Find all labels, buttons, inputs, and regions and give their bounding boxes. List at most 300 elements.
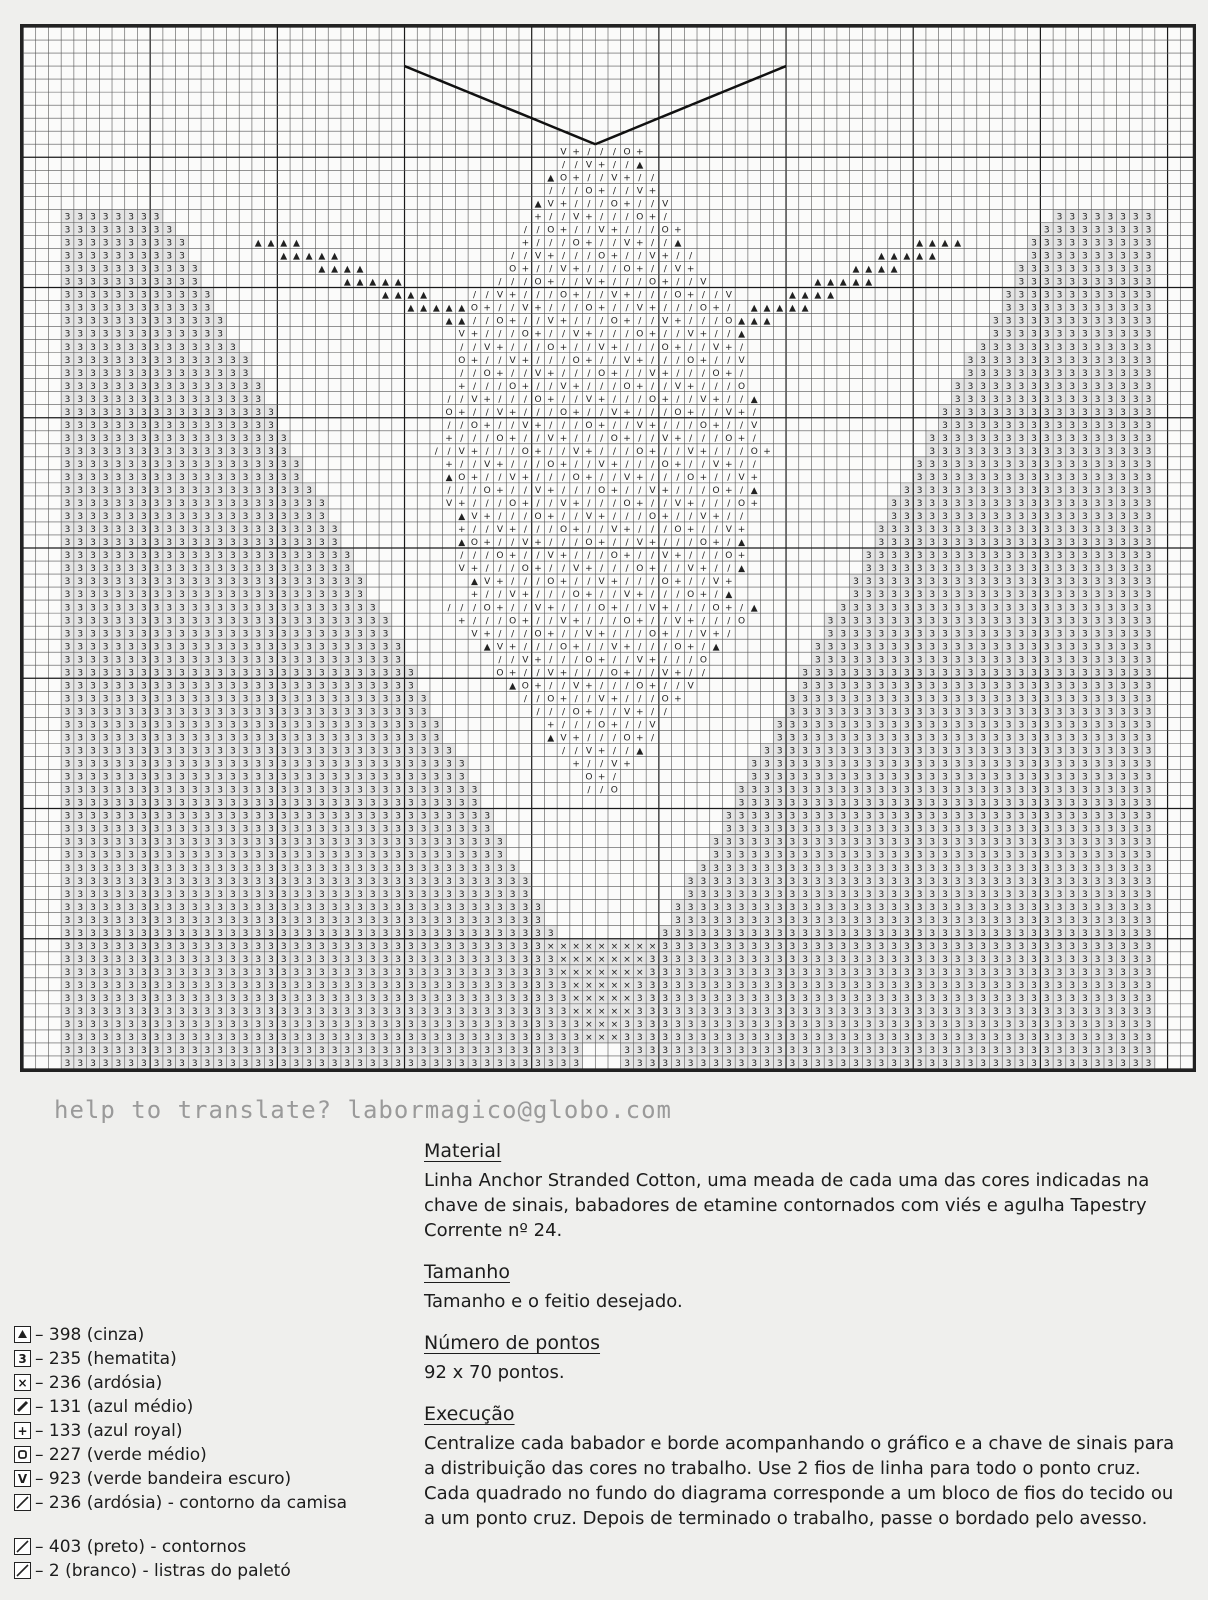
svg-text:V: V <box>573 330 580 340</box>
svg-text:3: 3 <box>1107 473 1113 483</box>
svg-text:3: 3 <box>255 734 261 744</box>
svg-text:3: 3 <box>1133 707 1139 717</box>
legend-item-label: – 2 (branco) - listras do paletó <box>35 1560 291 1582</box>
svg-text:3: 3 <box>472 799 478 809</box>
svg-text:/: / <box>613 590 617 600</box>
svg-text:3: 3 <box>1107 655 1113 665</box>
svg-text:3: 3 <box>154 473 160 483</box>
symbol-legend <box>14 1324 404 1584</box>
svg-text:3: 3 <box>116 226 122 236</box>
svg-text:3: 3 <box>1095 278 1101 288</box>
svg-text:3: 3 <box>77 773 83 783</box>
svg-text:3: 3 <box>1095 616 1101 626</box>
svg-text:/: / <box>689 252 693 262</box>
svg-text:3: 3 <box>116 239 122 249</box>
svg-text:3: 3 <box>1133 538 1139 548</box>
svg-text:3: 3 <box>255 551 261 561</box>
svg-text:3: 3 <box>154 499 160 509</box>
svg-text:3: 3 <box>344 812 350 822</box>
svg-text:3: 3 <box>166 512 172 522</box>
svg-text:3: 3 <box>65 747 71 757</box>
svg-text:/: / <box>702 408 706 418</box>
svg-text:/: / <box>600 199 604 209</box>
svg-text:3: 3 <box>1031 421 1037 431</box>
svg-text:/: / <box>689 460 693 470</box>
svg-text:3: 3 <box>840 734 846 744</box>
svg-text:3: 3 <box>1006 655 1012 665</box>
svg-text:3: 3 <box>179 538 185 548</box>
svg-text:3: 3 <box>929 694 935 704</box>
gray-symbol-icon <box>14 1326 31 1343</box>
svg-text:+: + <box>496 460 504 470</box>
svg-text:3: 3 <box>1120 720 1126 730</box>
svg-text:/: / <box>587 668 591 678</box>
svg-text:/: / <box>587 252 591 262</box>
svg-text:/: / <box>638 226 642 236</box>
svg-text:3: 3 <box>942 577 948 587</box>
svg-text:3: 3 <box>281 642 287 652</box>
svg-text:3: 3 <box>1082 616 1088 626</box>
svg-text:+: + <box>636 265 644 275</box>
svg-text:V: V <box>446 499 453 509</box>
svg-text:3: 3 <box>141 642 147 652</box>
svg-text:3: 3 <box>777 734 783 744</box>
svg-text:3: 3 <box>1044 408 1050 418</box>
svg-text:3: 3 <box>166 681 172 691</box>
svg-text:3: 3 <box>344 668 350 678</box>
svg-text:/: / <box>587 173 591 183</box>
svg-text:3: 3 <box>1146 356 1152 366</box>
svg-text:3: 3 <box>395 642 401 652</box>
svg-text:3: 3 <box>1133 382 1139 392</box>
svg-text:+: + <box>534 681 542 691</box>
svg-text:3: 3 <box>179 707 185 717</box>
svg-text:3: 3 <box>1031 642 1037 652</box>
svg-text:3: 3 <box>802 773 808 783</box>
svg-text:3: 3 <box>77 655 83 665</box>
svg-text:/: / <box>587 460 591 470</box>
svg-text:3: 3 <box>1031 239 1037 249</box>
svg-text:/: / <box>575 304 579 314</box>
svg-text:3: 3 <box>993 343 999 353</box>
svg-text:3: 3 <box>344 577 350 587</box>
svg-text:3: 3 <box>942 720 948 730</box>
svg-text:3: 3 <box>955 460 961 470</box>
svg-text:3: 3 <box>993 760 999 770</box>
svg-text:3: 3 <box>1107 616 1113 626</box>
svg-text:O: O <box>662 460 669 470</box>
svg-text:/: / <box>498 473 502 483</box>
svg-text:+: + <box>585 239 593 249</box>
svg-text:3: 3 <box>230 681 236 691</box>
svg-text:3: 3 <box>1146 799 1152 809</box>
svg-text:3: 3 <box>90 668 96 678</box>
svg-text:3: 3 <box>166 525 172 535</box>
svg-text:/: / <box>613 616 617 626</box>
svg-text:O: O <box>598 720 605 730</box>
svg-text:3: 3 <box>1082 226 1088 236</box>
svg-text:3: 3 <box>370 773 376 783</box>
svg-text:3: 3 <box>116 694 122 704</box>
svg-text:3: 3 <box>1107 369 1113 379</box>
svg-text:3: 3 <box>332 551 338 561</box>
svg-text:/: / <box>486 564 490 574</box>
svg-text:3: 3 <box>1133 486 1139 496</box>
svg-text:V: V <box>471 512 478 522</box>
svg-text:3: 3 <box>1107 395 1113 405</box>
svg-text:3: 3 <box>1031 707 1037 717</box>
svg-text:O: O <box>522 330 529 340</box>
svg-text:3: 3 <box>815 655 821 665</box>
svg-text:3: 3 <box>1133 460 1139 470</box>
svg-text:3: 3 <box>980 773 986 783</box>
svg-text:3: 3 <box>141 239 147 249</box>
svg-text:3: 3 <box>1133 317 1139 327</box>
svg-text:+: + <box>636 734 644 744</box>
svg-text:3: 3 <box>1018 265 1024 275</box>
legend-item-label: – 133 (azul royal) <box>35 1420 182 1442</box>
svg-text:3: 3 <box>1146 473 1152 483</box>
svg-text:3: 3 <box>192 734 198 744</box>
svg-text:3: 3 <box>77 681 83 691</box>
svg-text:3: 3 <box>268 512 274 522</box>
svg-text:3: 3 <box>917 577 923 587</box>
svg-text:3: 3 <box>281 603 287 613</box>
svg-text:3: 3 <box>77 434 83 444</box>
svg-text:▲: ▲ <box>878 252 885 262</box>
svg-text:V: V <box>624 590 631 600</box>
svg-text:+: + <box>649 655 657 665</box>
svg-text:/: / <box>626 186 630 196</box>
svg-text:V: V <box>586 512 593 522</box>
svg-text:3: 3 <box>1057 773 1063 783</box>
svg-text:/: / <box>626 304 630 314</box>
svg-text:3: 3 <box>1107 356 1113 366</box>
svg-text:3: 3 <box>179 525 185 535</box>
svg-text:3: 3 <box>1069 760 1075 770</box>
svg-text:3: 3 <box>255 382 261 392</box>
svg-text:▲: ▲ <box>738 564 745 574</box>
svg-text:V: V <box>459 564 466 574</box>
svg-text:3: 3 <box>879 773 885 783</box>
svg-text:3: 3 <box>1031 773 1037 783</box>
svg-text:▲: ▲ <box>484 642 491 652</box>
svg-text:3: 3 <box>90 538 96 548</box>
svg-text:3: 3 <box>77 642 83 652</box>
svg-text:3: 3 <box>1146 551 1152 561</box>
svg-text:+: + <box>674 694 682 704</box>
svg-text:3: 3 <box>166 369 172 379</box>
svg-text:3: 3 <box>319 681 325 691</box>
svg-text:/: / <box>537 408 541 418</box>
svg-text:3: 3 <box>332 773 338 783</box>
svg-text:3: 3 <box>917 603 923 613</box>
svg-text:/: / <box>600 564 604 574</box>
svg-text:3: 3 <box>840 786 846 796</box>
svg-text:3: 3 <box>1120 760 1126 770</box>
svg-text:/: / <box>626 460 630 470</box>
svg-text:/: / <box>575 551 579 561</box>
svg-text:3: 3 <box>217 734 223 744</box>
svg-text:3: 3 <box>1120 668 1126 678</box>
svg-text:3: 3 <box>1031 525 1037 535</box>
svg-text:3: 3 <box>141 356 147 366</box>
svg-text:3: 3 <box>65 564 71 574</box>
svg-text:3: 3 <box>141 616 147 626</box>
svg-text:/: / <box>727 512 731 522</box>
svg-text:3: 3 <box>446 786 452 796</box>
svg-text:3: 3 <box>230 734 236 744</box>
svg-text:3: 3 <box>1031 473 1037 483</box>
svg-text:/: / <box>702 343 706 353</box>
svg-text:3: 3 <box>141 382 147 392</box>
svg-text:3: 3 <box>128 799 134 809</box>
svg-text:3: 3 <box>1018 603 1024 613</box>
svg-text:3: 3 <box>1146 525 1152 535</box>
svg-text:3: 3 <box>90 642 96 652</box>
svg-text:+: + <box>725 369 733 379</box>
svg-text:3: 3 <box>268 564 274 574</box>
svg-text:▲: ▲ <box>547 734 554 744</box>
svg-text:3: 3 <box>255 499 261 509</box>
svg-text:3: 3 <box>904 551 910 561</box>
svg-text:3: 3 <box>904 812 910 822</box>
svg-text:3: 3 <box>90 317 96 327</box>
svg-text:3: 3 <box>904 734 910 744</box>
svg-text:3: 3 <box>141 551 147 561</box>
svg-text:3: 3 <box>128 707 134 717</box>
svg-text:+: + <box>725 486 733 496</box>
svg-text:3: 3 <box>1006 812 1012 822</box>
svg-text:3: 3 <box>306 629 312 639</box>
svg-text:3: 3 <box>103 512 109 522</box>
svg-text:3: 3 <box>1018 447 1024 457</box>
svg-text:V: V <box>662 199 669 209</box>
svg-text:3: 3 <box>332 720 338 730</box>
svg-text:3: 3 <box>154 278 160 288</box>
svg-text:3: 3 <box>205 590 211 600</box>
svg-text:3: 3 <box>993 799 999 809</box>
svg-text:3: 3 <box>116 590 122 600</box>
svg-text:3: 3 <box>332 564 338 574</box>
svg-text:3: 3 <box>1082 486 1088 496</box>
svg-text:+: + <box>687 265 695 275</box>
svg-text:/: / <box>689 434 693 444</box>
svg-text:3: 3 <box>1057 525 1063 535</box>
svg-text:3: 3 <box>891 642 897 652</box>
svg-text:/: / <box>689 278 693 288</box>
svg-text:/: / <box>486 408 490 418</box>
svg-text:3: 3 <box>433 812 439 822</box>
svg-text:/: / <box>613 186 617 196</box>
svg-text:3: 3 <box>904 499 910 509</box>
svg-text:3: 3 <box>459 760 465 770</box>
svg-text:/: / <box>587 786 591 796</box>
svg-text:3: 3 <box>942 681 948 691</box>
svg-text:3: 3 <box>1120 473 1126 483</box>
svg-text:3: 3 <box>179 603 185 613</box>
svg-text:3: 3 <box>917 747 923 757</box>
svg-text:3: 3 <box>77 512 83 522</box>
svg-text:▲: ▲ <box>636 160 643 170</box>
svg-text:+: + <box>738 408 746 418</box>
svg-text:3: 3 <box>77 343 83 353</box>
svg-text:3: 3 <box>103 330 109 340</box>
svg-text:3: 3 <box>1069 395 1075 405</box>
svg-text:3: 3 <box>294 590 300 600</box>
svg-text:3: 3 <box>1031 799 1037 809</box>
svg-text:3: 3 <box>395 812 401 822</box>
svg-text:3: 3 <box>879 681 885 691</box>
svg-text:O: O <box>522 681 529 691</box>
svg-text:3: 3 <box>828 642 834 652</box>
svg-text:3: 3 <box>1069 577 1075 587</box>
svg-text:3: 3 <box>1069 499 1075 509</box>
svg-text:3: 3 <box>243 421 249 431</box>
svg-text:▲: ▲ <box>344 265 351 275</box>
svg-text:/: / <box>600 239 604 249</box>
svg-text:3: 3 <box>90 447 96 457</box>
svg-text:O: O <box>611 551 618 561</box>
svg-text:3: 3 <box>281 434 287 444</box>
svg-text:+: + <box>611 343 619 353</box>
svg-text:3: 3 <box>103 434 109 444</box>
svg-text:3: 3 <box>1133 213 1139 223</box>
svg-text:3: 3 <box>230 447 236 457</box>
svg-text:3: 3 <box>1082 239 1088 249</box>
svg-text:3: 3 <box>980 356 986 366</box>
svg-text:3: 3 <box>968 655 974 665</box>
svg-text:3: 3 <box>128 681 134 691</box>
svg-text:3: 3 <box>192 825 198 835</box>
svg-text:/: / <box>511 421 515 431</box>
svg-text:3: 3 <box>1057 577 1063 587</box>
svg-text:3: 3 <box>154 356 160 366</box>
svg-text:3: 3 <box>90 356 96 366</box>
svg-text:▲: ▲ <box>407 304 414 314</box>
svg-text:3: 3 <box>383 616 389 626</box>
svg-text:3: 3 <box>217 799 223 809</box>
svg-text:/: / <box>575 668 579 678</box>
svg-text:/: / <box>664 382 668 392</box>
svg-text:3: 3 <box>1006 317 1012 327</box>
svg-text:3: 3 <box>281 447 287 457</box>
svg-text:3: 3 <box>230 773 236 783</box>
svg-text:3: 3 <box>1146 773 1152 783</box>
svg-text:3: 3 <box>942 734 948 744</box>
svg-text:3: 3 <box>128 408 134 418</box>
svg-text:3: 3 <box>103 421 109 431</box>
svg-text:▲: ▲ <box>636 747 643 757</box>
svg-text:/: / <box>587 147 591 157</box>
svg-text:3: 3 <box>90 812 96 822</box>
svg-text:/: / <box>524 343 528 353</box>
svg-text:3: 3 <box>205 707 211 717</box>
svg-text:3: 3 <box>459 773 465 783</box>
svg-text:/: / <box>587 226 591 236</box>
hematite-symbol-icon: 3 <box>14 1350 31 1367</box>
svg-text:3: 3 <box>154 642 160 652</box>
svg-text:3: 3 <box>65 720 71 730</box>
svg-text:3: 3 <box>1095 447 1101 457</box>
svg-text:/: / <box>498 629 502 639</box>
svg-text:3: 3 <box>306 668 312 678</box>
svg-text:▲: ▲ <box>942 239 949 249</box>
svg-text:3: 3 <box>344 799 350 809</box>
svg-text:/: / <box>498 564 502 574</box>
svg-text:+: + <box>509 434 517 444</box>
svg-text:/: / <box>715 564 719 574</box>
svg-text:3: 3 <box>1082 760 1088 770</box>
svg-text:3: 3 <box>319 538 325 548</box>
svg-text:3: 3 <box>90 603 96 613</box>
svg-text:3: 3 <box>332 668 338 678</box>
svg-text:▲: ▲ <box>916 239 923 249</box>
svg-text:+: + <box>534 330 542 340</box>
svg-text:/: / <box>524 629 528 639</box>
svg-text:3: 3 <box>103 382 109 392</box>
svg-text:3: 3 <box>1044 655 1050 665</box>
svg-text:3: 3 <box>154 681 160 691</box>
svg-text:3: 3 <box>1095 265 1101 275</box>
svg-text:3: 3 <box>993 525 999 535</box>
svg-text:V: V <box>510 473 517 483</box>
svg-text:3: 3 <box>726 812 732 822</box>
svg-text:3: 3 <box>853 694 859 704</box>
svg-text:3: 3 <box>268 421 274 431</box>
svg-text:3: 3 <box>128 629 134 639</box>
svg-text:3: 3 <box>1044 629 1050 639</box>
svg-text:/: / <box>676 538 680 548</box>
svg-text:+: + <box>522 239 530 249</box>
svg-text:3: 3 <box>955 525 961 535</box>
svg-text:O: O <box>560 525 567 535</box>
svg-text:3: 3 <box>205 734 211 744</box>
svg-text:O: O <box>509 616 516 626</box>
svg-text:▲: ▲ <box>446 473 453 483</box>
svg-text:3: 3 <box>1018 499 1024 509</box>
svg-text:3: 3 <box>879 551 885 561</box>
svg-text:3: 3 <box>319 734 325 744</box>
svg-text:/: / <box>524 278 528 288</box>
svg-text:+: + <box>598 304 606 314</box>
svg-text:3: 3 <box>357 707 363 717</box>
svg-text:/: / <box>676 252 680 262</box>
svg-text:3: 3 <box>90 694 96 704</box>
svg-text:3: 3 <box>154 603 160 613</box>
svg-text:V: V <box>484 343 491 353</box>
svg-text:V: V <box>675 616 682 626</box>
svg-text:▲: ▲ <box>293 252 300 262</box>
svg-text:3: 3 <box>1069 434 1075 444</box>
svg-text:3: 3 <box>230 707 236 717</box>
svg-text:3: 3 <box>179 786 185 796</box>
svg-text:3: 3 <box>116 356 122 366</box>
svg-text:3: 3 <box>243 590 249 600</box>
svg-text:/: / <box>638 603 642 613</box>
svg-text:+: + <box>585 356 593 366</box>
svg-text:V: V <box>611 525 618 535</box>
svg-text:3: 3 <box>103 369 109 379</box>
svg-text:3: 3 <box>141 590 147 600</box>
svg-text:3: 3 <box>383 747 389 757</box>
svg-text:O: O <box>522 447 529 457</box>
svg-text:3: 3 <box>395 786 401 796</box>
svg-text:3: 3 <box>1095 252 1101 262</box>
svg-text:3: 3 <box>904 760 910 770</box>
svg-text:3: 3 <box>179 265 185 275</box>
svg-text:3: 3 <box>281 551 287 561</box>
